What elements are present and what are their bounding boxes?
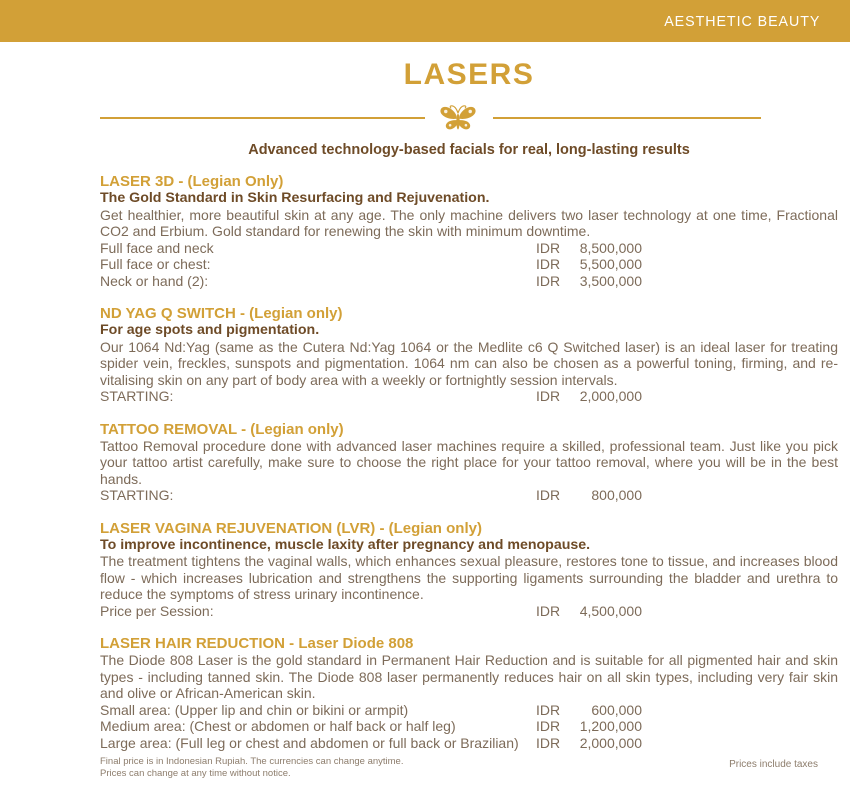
price-item-label: STARTING: [100,388,174,404]
price-amount: 4,500,000 [579,602,642,619]
page-subtitle: Advanced technology-based facials for real, long-lasting results [248,142,690,158]
price-currency: IDR [536,701,561,718]
price-row [100,603,838,620]
price-list [100,603,838,620]
price-row [100,702,838,719]
price-row [100,718,838,735]
service-sections [100,173,838,751]
price-list [100,240,838,290]
price-item-label: Large area: (Full leg or chest and abdomen or full back or Brazilian) [100,734,519,751]
price-amount: 2,000,000 [579,734,642,751]
price-item-label: STARTING: [100,487,174,503]
service-description: Tattoo Removal procedure done with advanced laser machines require a skilled, professional team. Just like you pick your tattoo artist carefully, make sure to choose the right place for your tattoo removal, where you will be in the best hands. [100,437,838,487]
title-divider [100,101,838,135]
price-list [100,702,838,752]
service-section [100,421,838,504]
price-currency: IDR [536,388,561,404]
price-amount: 1,200,000 [579,718,642,734]
service-section [100,173,838,289]
price-currency: IDR [536,256,561,272]
footer [100,756,818,780]
butterfly-icon [435,102,481,134]
price-item-label: Small area: (Upper lip and chin or bikini or armpit) [100,701,409,718]
service-description: The treatment tightens the vaginal walls, which enhances sexual pleasure, restores tone to tissue, and increases blood flow - which increases lubrication and strengthens the supporting ligaments surrounding the bladder and urethra to reduce the symptoms of stress urinary incontinence. [100,553,838,602]
price-row [100,388,838,405]
service-description: Get healthier, more beautiful skin at any age. The only machine delivers two laser technology at one time, Fractional CO2 and Erbium. Gold standard for renewing the skin with minimum downtime. [100,206,838,239]
price-amount: 5,500,000 [579,256,642,272]
service-section [100,305,838,405]
price-list [100,388,838,405]
service-title: TATTOO REMOVAL - (Legian only) [100,420,344,438]
price-item-label: Full face and neck [100,239,214,256]
price-list [100,487,838,504]
menu-content [100,58,838,751]
service-tagline: To improve incontinence, muscle laxity after pregnancy and menopause. [100,536,591,553]
price-currency: IDR [536,487,561,503]
price-row [100,256,838,273]
price-currency: IDR [536,734,561,751]
price-item-label: Full face or chest: [100,256,211,272]
service-tagline: The Gold Standard in Skin Resurfacing and Rejuvenation. [100,190,490,206]
price-row [100,487,838,504]
price-amount: 600,000 [591,701,642,718]
price-amount: 2,000,000 [579,388,642,404]
price-amount: 3,500,000 [579,272,642,289]
service-description: Our 1064 Nd:Yag (same as the Cutera Nd:Yag 1064 or the Medlite c6 Q Switched laser) is an ideal laser for treating spider vein, freckles, sunspots and pigmentation. 1064 nm can also be chosen as a powerful toning, firming, and re-vitalising skin on any part of body area with a weekly or fortnightly session intervals. [100,338,838,388]
price-item-label: Neck or hand (2): [100,272,209,289]
service-section [100,635,838,751]
price-amount: 8,500,000 [579,239,642,256]
service-title: LASER HAIR REDUCTION - Laser Diode 808 [100,635,414,652]
price-row [100,240,838,257]
price-amount: 800,000 [591,487,642,503]
service-title: LASER VAGINA REJUVENATION (LVR) - (Legian only) [100,519,482,537]
service-title: ND YAG Q SWITCH - (Legian only) [100,305,343,322]
price-row [100,273,838,290]
service-description: The Diode 808 Laser is the gold standard in Permanent Hair Reduction and is suitable for all pigmented hair and skin types - including tanned skin. The Diode 808 laser permanently reduces hair on all skin types, including very fair skin and olive or African-American skin. [100,652,838,701]
brand-name: AESTHETIC BEAUTY [663,12,820,30]
footer-disclaimer-line2: Prices can change at any time without notice. [100,768,291,779]
page-title: LASERS [403,58,535,91]
price-currency: IDR [536,718,561,734]
price-item-label: Medium area: (Chest or abdomen or half back or half leg) [100,718,456,734]
footer-taxes-note: Prices include taxes [729,759,818,770]
service-title: LASER 3D - (Legian Only) [100,173,284,190]
divider-line-left [100,117,425,119]
price-currency: IDR [536,272,561,289]
price-row [100,735,838,752]
service-section [100,520,838,620]
price-currency: IDR [536,239,561,256]
header-bar [0,0,850,42]
footer-disclaimer-line1: Final price is in Indonesian Rupiah. The currencies can change anytime. [100,756,404,767]
price-item-label: Price per Session: [100,602,214,619]
price-currency: IDR [536,602,561,619]
divider-line-right [493,117,761,119]
footer-disclaimer [100,756,403,780]
service-tagline: For age spots and pigmentation. [100,322,320,338]
